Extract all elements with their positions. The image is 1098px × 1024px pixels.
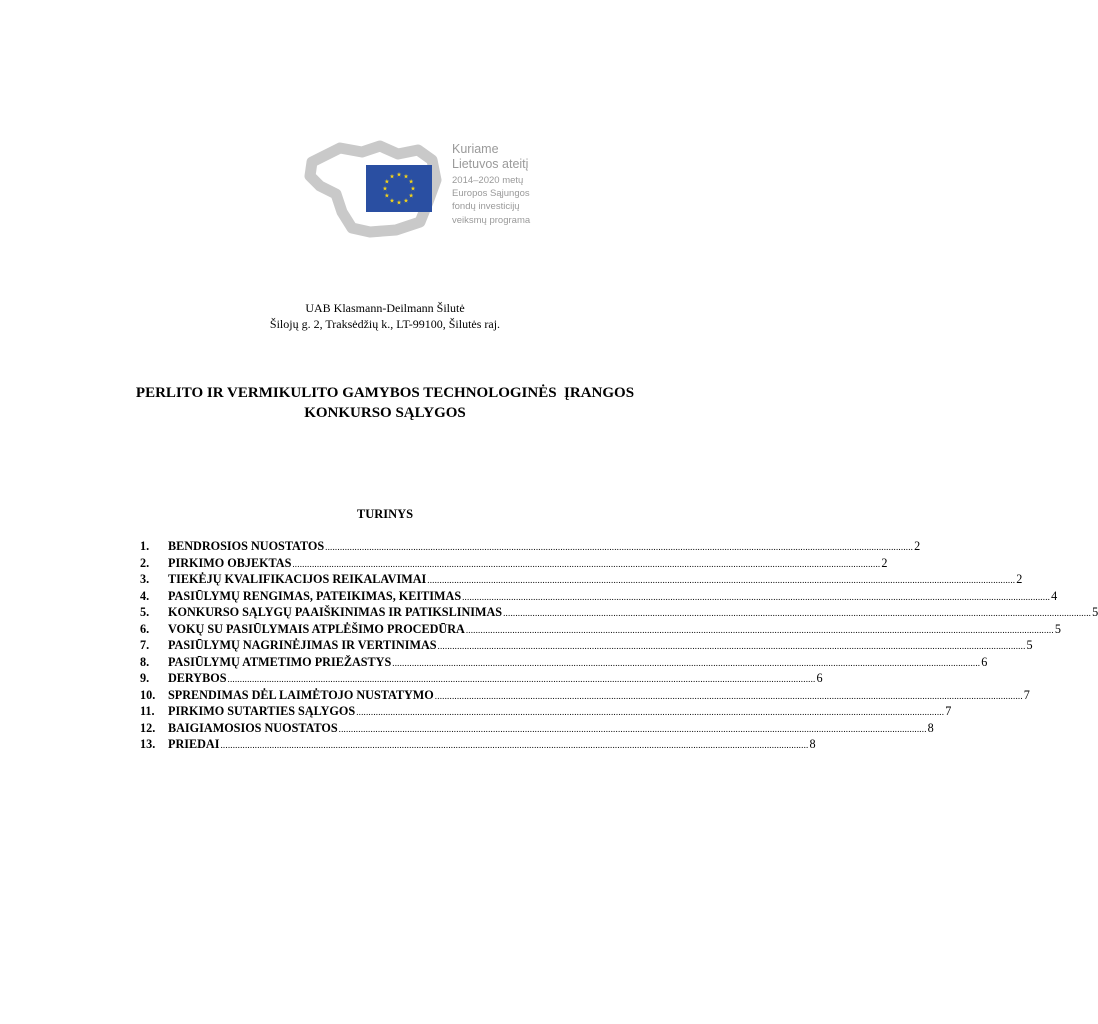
toc-entry-page: 6 — [981, 654, 988, 669]
toc-entry-number: 8. — [140, 654, 150, 669]
toc-entry-label: PRIEDAI — [168, 737, 220, 751]
toc-entry-label: SPRENDIMAS DĖL LAIMĖTOJO NUSTATYMO — [168, 687, 434, 702]
logo-line-1: Kuriame — [452, 142, 499, 156]
toc-entry[interactable] — [140, 621, 1061, 639]
toc-entry[interactable] — [140, 588, 1058, 606]
toc-entry[interactable] — [140, 720, 934, 738]
toc-entry[interactable] — [140, 638, 1033, 655]
toc-leader-dots: ................................................................................................................................................................................................................................................ — [338, 723, 927, 734]
toc-entry-label: BENDROSIOS NUOSTATOS — [168, 539, 325, 553]
toc-entry[interactable] — [140, 671, 823, 688]
toc-entry[interactable] — [140, 572, 1023, 589]
toc-entry-number: 6. — [140, 621, 150, 636]
toc-entry-page: 6 — [816, 671, 823, 685]
toc-entry[interactable] — [140, 737, 816, 754]
toc-entry[interactable] — [140, 687, 1030, 705]
toc-leader-dots: ................................................................................................................................................................................................................................................ — [434, 690, 1023, 701]
toc-entry-number: 13. — [140, 737, 156, 751]
toc-leader-dots: ................................................................................................................................................................................................................................................ — [503, 608, 1092, 618]
logo-text — [452, 143, 530, 227]
toc-entry-page: 2 — [914, 539, 921, 553]
logo-line-2: Lietuvos ateitį — [452, 156, 529, 171]
toc-entry-label: TIEKĖJŲ KVALIFIKACIJOS REIKALAVIMAI — [168, 572, 427, 586]
toc-entry-label: PASIŪLYMŲ RENGIMAS, PATEIKIMAS, KEITIMAS — [168, 588, 462, 603]
toc-entry[interactable] — [140, 555, 888, 573]
toc-entry-page: 7 — [945, 704, 952, 718]
toc-leader-dots: ................................................................................................................................................................................................................................................ — [227, 674, 816, 684]
document-title — [0, 383, 770, 423]
company-block — [0, 300, 770, 332]
toc-entry-label: PIRKIMO SUTARTIES SĄLYGOS — [168, 704, 356, 718]
logo-line-5: fondų investicijų — [452, 201, 520, 213]
logo-line-6: veiksmų programa — [452, 214, 531, 226]
toc-entry-number: 7. — [140, 638, 150, 652]
toc-entry-number: 3. — [140, 572, 150, 586]
table-of-contents — [140, 539, 1098, 754]
toc-leader-dots: ................................................................................................................................................................................................................................................ — [220, 740, 809, 750]
toc-entry[interactable] — [140, 539, 921, 556]
company-address: Šilojų g. 2, Traksėdžių k., LT-99100, Šilutės raj. — [269, 317, 501, 331]
toc-entry-number: 2. — [140, 555, 150, 570]
toc-entry-page: 7 — [1023, 687, 1030, 702]
toc-leader-dots: ................................................................................................................................................................................................................................................ — [392, 657, 981, 668]
logo-line-3: 2014–2020 metų — [452, 175, 524, 186]
toc-leader-dots: ................................................................................................................................................................................................................................................ — [462, 591, 1051, 602]
toc-leader-dots: ................................................................................................................................................................................................................................................ — [427, 575, 1016, 585]
toc-entry-page: 2 — [1016, 572, 1023, 586]
toc-leader-dots: ................................................................................................................................................................................................................................................ — [465, 624, 1054, 635]
toc-entry-page: 8 — [927, 720, 934, 735]
toc-entry[interactable] — [140, 654, 988, 672]
toc-entry-page: 5 — [1054, 621, 1061, 636]
toc-entry-label: VOKŲ SU PASIŪLYMAIS ATPLĖŠIMO PROCEDŪRA — [168, 621, 465, 636]
toc-entry-number: 12. — [140, 720, 156, 735]
toc-entry-number: 4. — [140, 588, 150, 603]
company-name: UAB Klasmann-Deilmann Šilutė — [305, 301, 465, 315]
toc-entry-label: BAIGIAMOSIOS NUOSTATOS — [168, 720, 338, 735]
eu-funds-logo — [300, 140, 550, 240]
logo-line-4: Europos Sąjungos — [452, 188, 530, 200]
document-title-line-1: PERLITO IR VERMIKULITO GAMYBOS TECHNOLOGINĖS ĮRANGOS — [135, 385, 635, 401]
toc-entry-page: 2 — [881, 555, 888, 570]
toc-entry-page: 5 — [1092, 605, 1098, 619]
toc-entry-number: 5. — [140, 605, 150, 619]
toc-leader-dots: ................................................................................................................................................................................................................................................ — [356, 707, 945, 717]
document-title-line-2: KONKURSO SĄLYGOS — [304, 405, 466, 421]
toc-entry-page: 5 — [1026, 638, 1033, 652]
toc-entry-number: 10. — [140, 687, 156, 702]
toc-entry-label: PIRKIMO OBJEKTAS — [168, 555, 292, 570]
toc-entry-number: 11. — [140, 704, 155, 718]
toc-leader-dots: ................................................................................................................................................................................................................................................ — [325, 542, 914, 552]
toc-entry-label: PASIŪLYMŲ ATMETIMO PRIEŽASTYS — [168, 654, 392, 669]
toc-entry-number: 1. — [140, 539, 150, 553]
toc-entry[interactable] — [140, 704, 952, 721]
toc-entry-page: 8 — [809, 737, 816, 751]
toc-leader-dots: ................................................................................................................................................................................................................................................ — [437, 641, 1026, 651]
eu-flag-icon — [366, 165, 432, 212]
toc-entry-label: PASIŪLYMŲ NAGRINĖJIMAS IR VERTINIMAS — [168, 638, 437, 652]
toc-entry-label: DERYBOS — [168, 671, 227, 685]
toc-leader-dots: ................................................................................................................................................................................................................................................ — [292, 558, 881, 569]
toc-entry-label: KONKURSO SĄLYGŲ PAAIŠKINIMAS IR PATIKSLINIMAS — [168, 605, 503, 619]
toc-heading: TURINYS — [356, 507, 414, 521]
toc-entry-page: 4 — [1051, 588, 1058, 603]
toc-entry[interactable] — [140, 605, 1098, 622]
toc-entry-number: 9. — [140, 671, 150, 685]
